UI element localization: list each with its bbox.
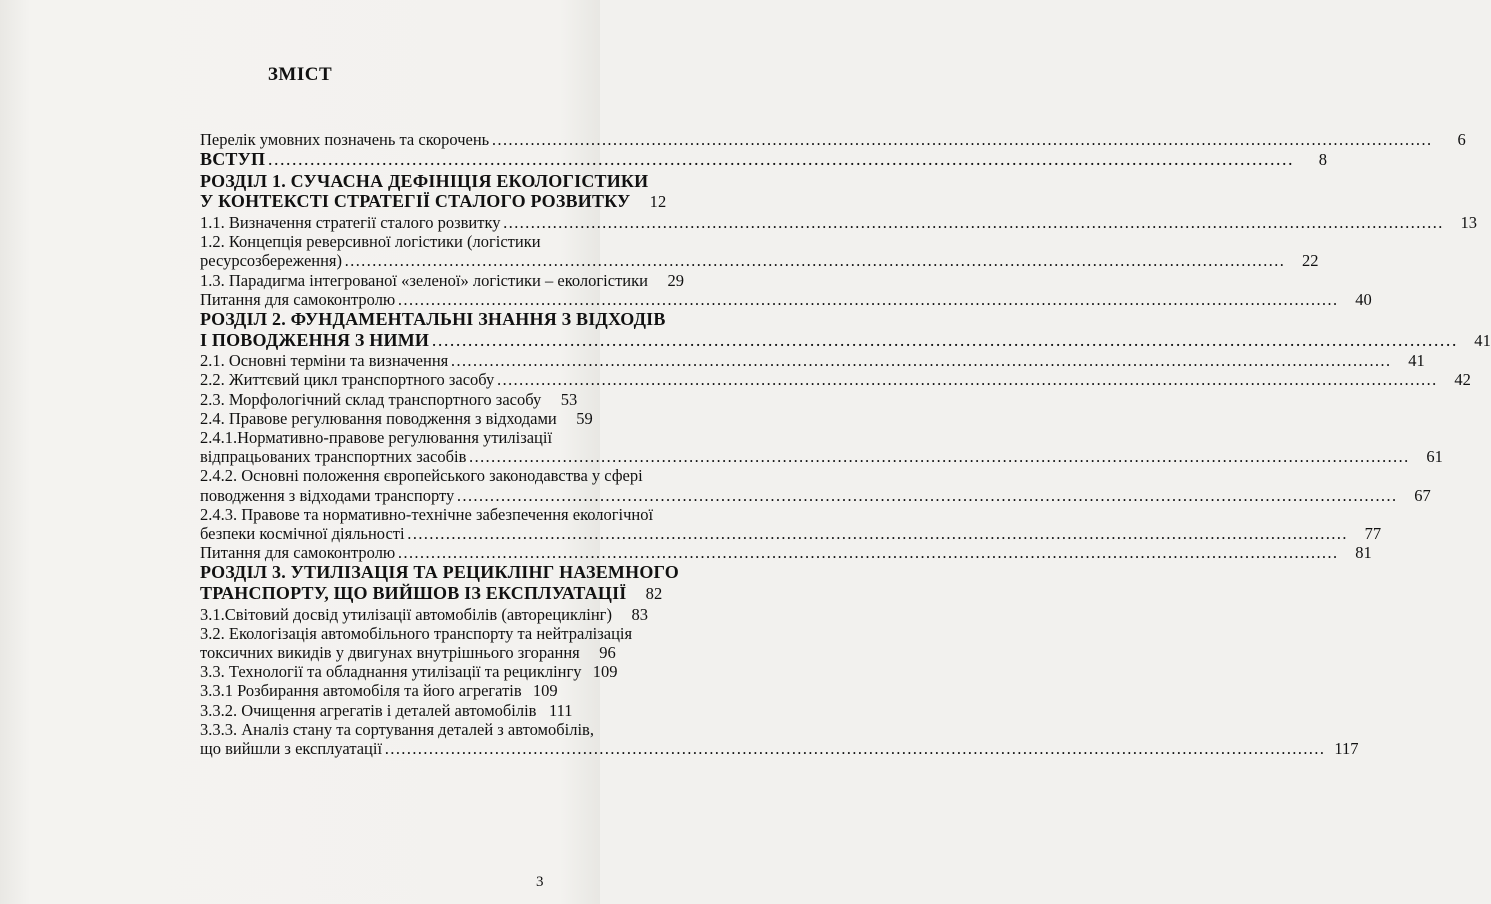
toc-entry-row	[200, 583, 663, 605]
toc-entry-row	[200, 270, 684, 290]
toc-entry-title-line: 2.4.3. Правове та нормативно-технічне забезпечення екологічної	[200, 504, 654, 524]
toc-entry-title-line: РОЗДІЛ 2. ФУНДАМЕНТАЛЬНІ ЗНАННЯ З ВІДХОДІВ	[200, 309, 666, 329]
toc-entry	[200, 466, 1431, 505]
toc-entry-row	[200, 447, 1443, 467]
toc-page-number: 59	[576, 408, 593, 428]
toc-entry	[200, 351, 1425, 371]
toc-entry-title-line: 2.4.1.Нормативно-правове регулювання утилізації	[200, 428, 553, 447]
dot-leader	[456, 486, 1397, 505]
toc-entry	[200, 389, 578, 409]
toc-entry-title: 2.1. Основні терміни та визначення	[200, 351, 449, 371]
toc-entry-title-line: 2.4.2. Основні положення європейського законодавства у сфері	[200, 466, 643, 486]
dot-leader	[431, 330, 1457, 351]
toc-page-number: 53	[560, 389, 578, 409]
toc-entry	[200, 370, 1471, 390]
toc-entry	[200, 232, 1319, 271]
toc-entry-title: 3.3.2. Очищення агрегатів і деталей автомобілів	[200, 700, 537, 720]
toc-page-number: 40	[1355, 289, 1372, 309]
toc-entry	[200, 408, 593, 428]
toc-entry-title: токсичних викидів у двигунах внутрішнього згорання	[200, 643, 580, 663]
toc-entry	[200, 719, 1359, 759]
toc-page-number: 96	[599, 643, 616, 663]
toc-entry-title-line: 1.2. Концепція реверсивної логістики (логістики	[200, 232, 541, 252]
dot-leader	[407, 524, 1348, 543]
toc-entry-title: 2.4. Правове регулювання поводження з відходами	[200, 408, 557, 428]
toc-entry	[200, 289, 1372, 309]
toc-page-number: 67	[1414, 485, 1431, 505]
toc-page-number: 83	[631, 604, 648, 624]
toc-section-heading	[200, 149, 1328, 171]
dot-leader	[397, 543, 1338, 562]
toc-entry-title: 3.3. Технології та обладнання утилізації та рециклінгу	[200, 662, 582, 682]
toc-entry-row	[200, 700, 573, 720]
toc-entry	[200, 543, 1372, 563]
toc-entry-row	[200, 662, 618, 682]
dot-leader	[450, 351, 1391, 370]
toc-entry-row	[200, 191, 667, 213]
toc-page-number: 81	[1355, 543, 1372, 563]
toc-entry-title: ресурсозбереження)	[200, 251, 343, 271]
toc-entry	[200, 130, 1466, 149]
toc-page-number: 109	[532, 681, 558, 701]
toc-entry	[200, 504, 1382, 544]
toc-entry-title-line: РОЗДІЛ 1. СУЧАСНА ДЕФІНІЦІЯ ЕКОЛОГІСТИКИ	[200, 170, 649, 191]
toc-page-number: 117	[1334, 739, 1359, 759]
toc-entry-title: Перелік умовних позначень та скорочень	[200, 130, 490, 149]
toc-page-number: 42	[1454, 370, 1471, 390]
dot-leader	[384, 739, 1325, 758]
toc-entry-row	[200, 149, 1328, 171]
toc-entry-title: що вийшли з експлуатації	[200, 739, 383, 759]
toc-entry	[200, 700, 573, 720]
toc-page-number: 111	[548, 700, 573, 720]
toc-page-number: 82	[645, 584, 663, 604]
toc-entry-row	[200, 643, 616, 663]
toc-entry-title: 3.3.1 Розбирання автомобіля та його агрегатів	[200, 681, 522, 701]
toc-page-number: 61	[1426, 447, 1443, 467]
toc-page-number: 22	[1302, 251, 1319, 271]
toc-page-number: 8	[1318, 150, 1328, 170]
toc-entry-title: 3.1.Світовий досвід утилізації автомобілів (авторециклінг)	[200, 604, 612, 624]
toc-entry-title-line: 3.3.3. Аналіз стану та сортування деталей з автомобілів,	[200, 719, 594, 739]
toc-entry-title: І ПОВОДЖЕННЯ З НИМИ	[200, 329, 430, 350]
dot-leader	[344, 251, 1285, 270]
toc-entry-row	[200, 289, 1372, 309]
toc-page-number: 41	[1408, 351, 1425, 371]
toc-page-number: 29	[667, 270, 684, 290]
toc-entry-title-line: 3.2. Екологізація автомобільного транспорту та нейтралізація	[200, 623, 633, 643]
dot-leader	[397, 290, 1338, 309]
toc-entry-row	[200, 543, 1372, 563]
toc-entry-title: 2.3. Морфологічний склад транспортного засобу	[200, 389, 542, 409]
toc-page-number: 6	[1457, 130, 1466, 149]
toc-entry	[200, 623, 633, 663]
toc-entry-title: У КОНТЕКСТІ СТРАТЕГІЇ СТАЛОГО РОЗВИТКУ	[200, 191, 631, 212]
toc-entry-title: Питання для самоконтролю	[200, 289, 396, 309]
dot-leader	[491, 130, 1432, 149]
toc-entry-title: поводження з відходами транспорту	[200, 485, 455, 505]
toc-page-number: 12	[649, 192, 667, 212]
toc-entry-row	[200, 251, 1319, 271]
toc-section-heading	[200, 309, 1491, 351]
toc-entry-row	[200, 739, 1359, 759]
dot-leader	[496, 370, 1437, 389]
toc-page-number: 41	[1474, 330, 1491, 350]
toc-page-number: 13	[1460, 212, 1477, 232]
toc-page-number: 109	[592, 662, 618, 682]
toc-entry	[200, 428, 1443, 467]
page-number: 3	[536, 874, 544, 890]
toc-entry-title: Питання для самоконтролю	[200, 543, 396, 563]
toc-entry	[200, 604, 648, 624]
dot-leader	[267, 149, 1293, 170]
toc-entry-row	[200, 408, 593, 428]
toc-entry-title: 1.1. Визначення стратегії сталого розвитку	[200, 212, 501, 232]
toc-entry	[200, 662, 618, 682]
toc-entry-row	[200, 485, 1431, 505]
toc-entry	[200, 270, 684, 290]
toc-entry-row	[200, 130, 1466, 149]
page-title: ЗМІСТ	[267, 64, 333, 85]
toc-entry-row	[200, 351, 1425, 371]
toc-entry	[200, 212, 1477, 232]
toc-entry-row	[200, 389, 578, 409]
toc-section-heading	[200, 170, 667, 213]
toc-entry-title: 2.2. Життєвий цикл транспортного засобу	[200, 370, 495, 390]
toc-section-heading	[200, 562, 679, 604]
dot-leader	[468, 447, 1409, 466]
toc-entry-row	[200, 212, 1477, 232]
toc-entry	[200, 681, 558, 701]
toc-entry-row	[200, 681, 558, 701]
dot-leader	[503, 213, 1444, 232]
toc-entry-row	[200, 604, 648, 624]
toc-entry-title: ТРАНСПОРТУ, ЩО ВИЙШОВ ІЗ ЕКСПЛУАТАЦІЇ	[200, 583, 627, 604]
toc-entry-title: 1.3. Парадигма інтегрованої «зеленої» логістики – екологістики	[200, 270, 648, 290]
toc-entry-title: ВСТУП	[200, 149, 266, 170]
table-of-contents	[200, 130, 1491, 759]
toc-entry-row	[200, 329, 1491, 352]
toc-entry-row	[200, 370, 1471, 390]
toc-entry-title: безпеки космічної діяльності	[200, 524, 405, 544]
toc-entry-row	[200, 524, 1382, 544]
toc-entry-title: відпрацьованих транспортних засобів	[200, 447, 467, 467]
toc-entry-title-line: РОЗДІЛ 3. УТИЛІЗАЦІЯ ТА РЕЦИКЛІНГ НАЗЕМНОГО	[200, 562, 679, 583]
toc-page-number: 77	[1364, 524, 1382, 544]
